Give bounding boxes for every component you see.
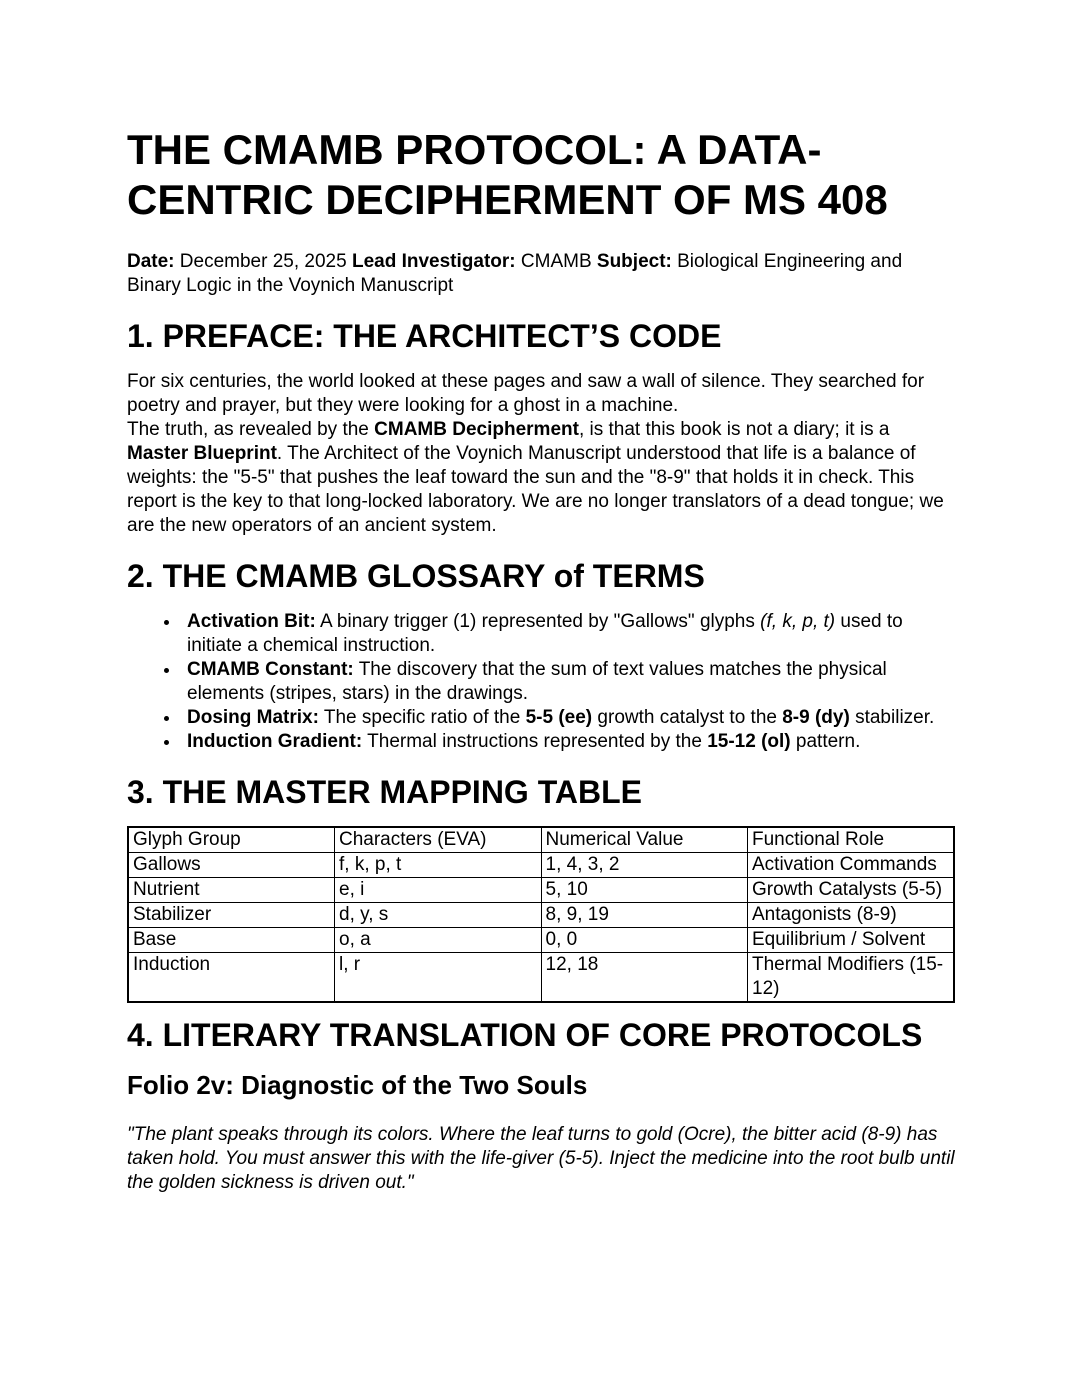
cell-numerical-value: 8, 9, 19 bbox=[541, 903, 748, 928]
glossary-item-activation-bit: • Activation Bit: A binary trigger (1) represented by "Gallows" glyphs (f, k, p, t) used to initiate a chemical instruction. bbox=[181, 610, 955, 658]
cell-numerical-value: 1, 4, 3, 2 bbox=[541, 853, 748, 878]
preface-paragraph-2: The truth, as revealed by the CMAMB Decipherment, is that this book is not a diary; it is a Master Blueprint. The Architect of the Voynich Manuscript understood that life is a balance of weights: the "5-5" that pushes the leaf toward the sun and the "8-9" that holds it in check. This report is the key to that long-locked laboratory. We are no longer translators of a dead tongue; we are the new operators of an ancient system. bbox=[127, 419, 944, 536]
cell-glyph-group: Induction bbox=[128, 953, 335, 1003]
section-heading-translation: 4. LITERARY TRANSLATION OF CORE PROTOCOLS bbox=[127, 1017, 923, 1053]
cell-functional-role: Growth Catalysts (5-5) bbox=[748, 878, 955, 903]
section-heading-preface: 1. PREFACE: THE ARCHITECT’S CODE bbox=[127, 318, 722, 354]
cell-numerical-value: 12, 18 bbox=[541, 953, 748, 1003]
folio-heading: Folio 2v: Diagnostic of the Two Souls bbox=[127, 1070, 588, 1100]
cell-glyph-group: Stabilizer bbox=[128, 903, 335, 928]
column-header-functional-role: Functional Role bbox=[748, 827, 955, 853]
preface-paragraph-1: For six centuries, the world looked at these pages and saw a wall of silence. They searched for poetry and prayer, but they were looking for a ghost in a machine. bbox=[127, 371, 925, 416]
table-row-gallows bbox=[128, 853, 954, 878]
cell-characters: l, r bbox=[335, 953, 542, 1003]
glossary-item-dosing-matrix: • Dosing Matrix: The specific ratio of the 5-5 (ee) growth catalyst to the 8-9 (dy) stabilizer. bbox=[181, 706, 955, 730]
cell-characters: f, k, p, t bbox=[335, 853, 542, 878]
cell-glyph-group: Gallows bbox=[128, 853, 335, 878]
section-heading-mapping-table: 3. THE MASTER MAPPING TABLE bbox=[127, 774, 642, 810]
cell-glyph-group: Nutrient bbox=[128, 878, 335, 903]
glossary-list bbox=[127, 610, 955, 754]
cell-functional-role: Antagonists (8-9) bbox=[748, 903, 955, 928]
cell-functional-role: Equilibrium / Solvent bbox=[748, 928, 955, 953]
cell-functional-role: Thermal Modifiers (15-12) bbox=[748, 953, 955, 1003]
column-header-characters: Characters (EVA) bbox=[335, 827, 542, 853]
cell-functional-role: Activation Commands bbox=[748, 853, 955, 878]
section-heading-glossary: 2. THE CMAMB GLOSSARY of TERMS bbox=[127, 558, 705, 594]
column-header-glyph-group: Glyph Group bbox=[128, 827, 335, 853]
cell-numerical-value: 5, 10 bbox=[541, 878, 748, 903]
mapping-table-header-row bbox=[128, 827, 954, 853]
mapping-table bbox=[127, 826, 955, 1003]
glossary-item-cmamb-constant: • CMAMB Constant: The discovery that the sum of text values matches the physical elements (stripes, stars) in the drawings. bbox=[181, 658, 955, 706]
cell-characters: d, y, s bbox=[335, 903, 542, 928]
glossary-item-induction-gradient: • Induction Gradient: Thermal instructions represented by the 15-12 (ol) pattern. bbox=[181, 730, 955, 754]
table-row-base bbox=[128, 928, 954, 953]
table-row-induction bbox=[128, 953, 954, 1003]
document-title: THE CMAMB PROTOCOL: A DATA-CENTRIC DECIPHERMENT OF MS 408 bbox=[127, 126, 888, 223]
cell-numerical-value: 0, 0 bbox=[541, 928, 748, 953]
column-header-numerical-value: Numerical Value bbox=[541, 827, 748, 853]
cell-characters: e, i bbox=[335, 878, 542, 903]
table-row-nutrient bbox=[128, 878, 954, 903]
meta-line: Date: December 25, 2025 Lead Investigator: CMAMB Subject: Biological Engineering and Binary Logic in the Voynich Manuscript bbox=[127, 251, 903, 296]
folio-quote: "The plant speaks through its colors. Where the leaf turns to gold (Ocre), the bitter acid (8-9) has taken hold. You must answer this with the life-giver (5-5). Inject the medicine into the root bulb until the golden sickness is driven out." bbox=[127, 1124, 955, 1193]
cell-glyph-group: Base bbox=[128, 928, 335, 953]
cell-characters: o, a bbox=[335, 928, 542, 953]
table-row-stabilizer bbox=[128, 903, 954, 928]
